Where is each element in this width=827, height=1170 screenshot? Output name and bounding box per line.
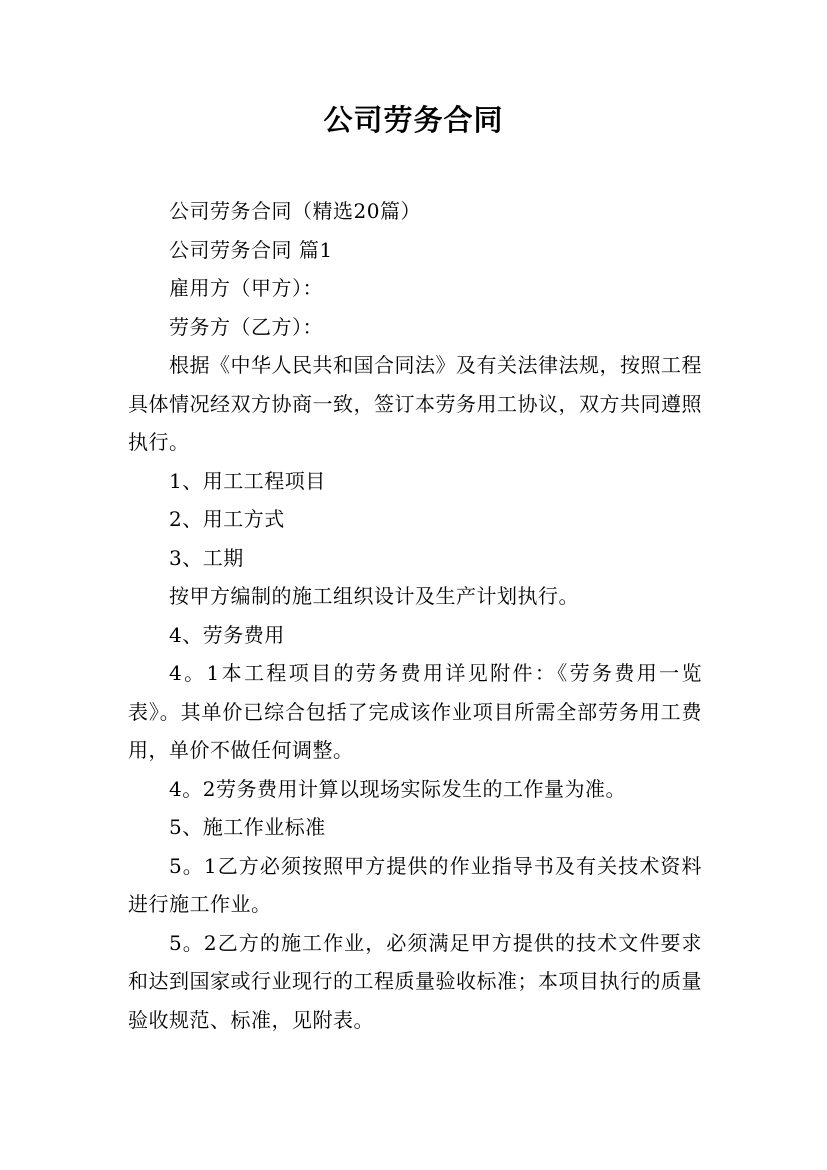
paragraph-subtitle: 公司劳务合同（精选20篇） — [169, 199, 421, 223]
paragraph-item-5-1: 5。1乙方必须按照甲方提供的作业指导书及有关技术资料进行施工作业。 — [128, 853, 702, 916]
paragraph-section-heading: 公司劳务合同 篇1 — [169, 237, 333, 262]
paragraph-item-4-2: 4。2劳务费用计算以现场实际发生的工作量为准。 — [169, 776, 626, 801]
paragraph-item-2: 2、用工方式 — [169, 507, 285, 531]
paragraph-item-3: 3、工期 — [169, 545, 244, 570]
document-body — [128, 192, 702, 1039]
paragraph-schedule: 按甲方编制的施工组织设计及生产计划执行。 — [169, 584, 579, 608]
paragraph-laborer: 劳务方（乙方）： — [169, 314, 323, 339]
document-title: 公司劳务合同 — [323, 103, 504, 137]
paragraph-preamble: 根据《中华人民共和国合同法》及有关法律法规，按照工程具体情况经双方协商一致，签订本劳务用工协议，双方共同遵照执行。 — [128, 353, 702, 454]
paragraph-item-5-2: 5。2乙方的施工作业，必须满足甲方提供的技术文件要求和达到国家或行业现行的工程质量验收标准；本项目执行的质量验收规范、标准，见附表。 — [128, 930, 702, 1032]
paragraph-item-4-1: 4。1本工程项目的劳务费用详见附件：《劳务费用一览表》。其单价已综合包括了完成该作业项目所需全部劳务用工费用，单价不做任何调整。 — [128, 661, 702, 762]
paragraph-item-5: 5、施工作业标准 — [169, 815, 326, 839]
paragraph-employer: 雇用方（甲方）： — [169, 276, 323, 300]
paragraph-item-1: 1、用工工程项目 — [169, 468, 326, 493]
paragraph-item-4: 4、劳务费用 — [169, 622, 285, 647]
